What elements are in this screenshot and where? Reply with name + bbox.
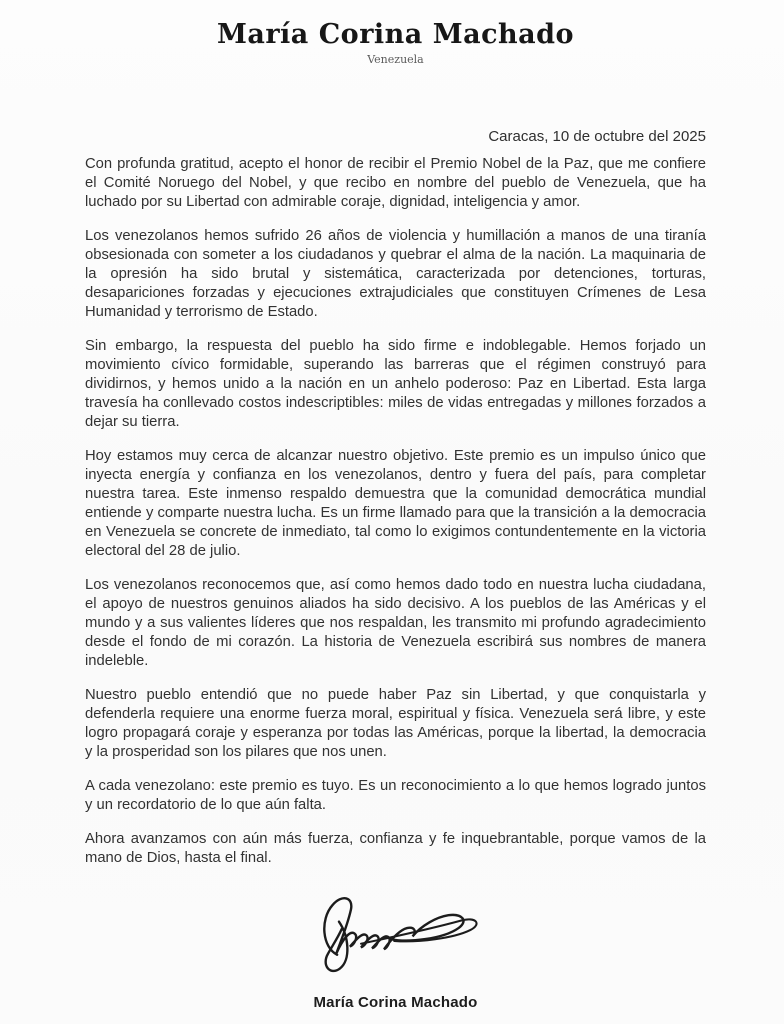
signature-name: María Corina Machado xyxy=(313,993,478,1011)
letter-body xyxy=(85,155,706,868)
letter-paragraph: Nuestro pueblo entendió que no puede haber Paz sin Libertad, y que conquistarla y defenderla requiere una enorme fuerza moral, espiritual y física. Venezuela será libre, y este logro propagará coraje y esperanza por todas las Américas, porque la libertad, la democracia y la prosperidad son los pilares que nos unen. xyxy=(85,686,706,760)
signature-scribble-icon xyxy=(301,883,491,975)
letter-paragraph: Hoy estamos muy cerca de alcanzar nuestro objetivo. Este premio es un impulso único que inyecta energía y confianza en los venezolanos, dentro y fuera del país, para completar nuestra tarea. Este inmenso respaldo demuestra que la comunidad democrática mundial entiende y comparte nuestra lucha. Es un firme llamado para que la transición a la democracia en Venezuela se concrete de inmediato, tal como lo exigimos contundentemente en la victoria electoral del 28 de julio. xyxy=(85,447,706,559)
letter-paragraph: Los venezolanos hemos sufrido 26 años de violencia y humillación a manos de una tiranía obsesionada con someter a los ciudadanos y quebrar el alma de la nación. La maquinaria de la opresión ha sido brutal y sistemática, caracterizada por detenciones, torturas, desapariciones forzadas y ejecuciones extrajudiciales que constituyen Crímenes de Lesa Humanidad y terrorismo de Estado. xyxy=(85,227,706,320)
letter-paragraph: Ahora avanzamos con aún más fuerza, confianza y fe inquebrantable, porque vamos de la mano de Dios, hasta el final. xyxy=(85,830,706,866)
letterhead-country: Venezuela xyxy=(367,52,424,66)
letter-paragraph: Con profunda gratitud, acepto el honor de recibir el Premio Nobel de la Paz, que me confiere el Comité Noruego del Nobel, y que recibo en nombre del pueblo de Venezuela, que ha luchado por su Libertad con admirable coraje, dignidad, inteligencia y amor. xyxy=(85,155,706,210)
letter-paragraph: Los venezolanos reconocemos que, así como hemos dado todo en nuestra lucha ciudadana, el apoyo de nuestros genuinos aliados ha sido decisivo. A los pueblos de las Américas y el mundo y a sus valientes líderes que nos respaldan, les transmito mi profundo agradecimiento desde el fondo de mi corazón. La historia de Venezuela escribirá sus nombres de manera indeleble. xyxy=(85,576,706,669)
letter-paragraph: Sin embargo, la respuesta del pueblo ha sido firme e indoblegable. Hemos forjado un movimiento cívico formidable, superando las barreras que el régimen construyó para dividirnos, y hemos unido a la nación en un anhelo poderoso: Paz en Libertad. Esta larga travesía ha conllevado costos indescriptibles: miles de vidas entregadas y millones forzados a dejar su tierra. xyxy=(85,337,706,430)
letterhead xyxy=(85,20,706,66)
letterhead-name: María Corina Machado xyxy=(216,19,575,50)
signature-block xyxy=(85,883,706,1011)
dateline: Caracas, 10 de octubre del 2025 xyxy=(488,127,706,145)
letter-paragraph: A cada venezolano: este premio es tuyo. Es un reconocimiento a lo que hemos logrado juntos y un recordatorio de lo que aún falta. xyxy=(85,777,706,813)
